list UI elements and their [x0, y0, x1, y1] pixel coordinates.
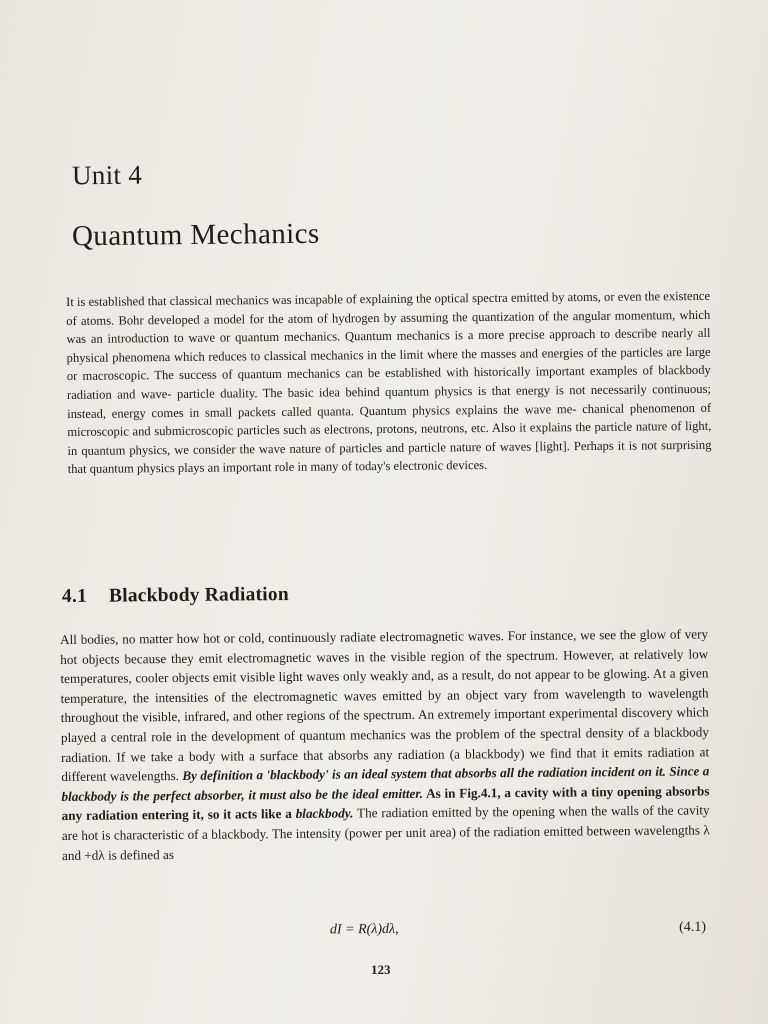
page-number: 123 [371, 962, 391, 977]
paragraph-definition-italic: By definition a 'blackbody' is an ideal system that absorbs all the radiation incident on it. Since a blackbody is the perfect absorber, it must also be the ideal emitter. [61, 763, 710, 804]
section-paragraph [60, 624, 710, 865]
intro-paragraph: It is established that classical mechanics was incapable of explaining the optical spectra emitted by atoms, or even the existence of atoms. Bohr developed a model for the atom of hydrogen by assuming the quantization of the angular momentum, which was an introduction to wave or quantum mechanics. Quantum mechanics is a more precise approach to describe nearly all physical phenomena which reduces to classical mechanics in the limit where the masses and energies of the particles are large or macroscopic. The success of quantum mechanics can be established with historically important examples of blackbody radiation and wave- particle duality. The basic idea behind quantum physics is that energy is not necessarily continuous; instead, energy comes in small packets called quanta. Quantum physics explains the wave me- chanical phenomenon of microscopic and submicroscopic particles such as electrons, protons, neutrons, etc. Also it explains the particle nature of light, in quantum physics, we consider the wave nature of particles and particle nature of waves [light]. Perhaps it is not surprising that quantum physics plays an important role in many of today's electronic devices. [66, 288, 712, 477]
chapter-title: Quantum Mechanics [71, 217, 320, 253]
paragraph-blackbody-italic: blackbody. [295, 805, 354, 822]
section-heading [62, 584, 289, 608]
unit-heading: Unit 4 [71, 159, 143, 191]
paragraph-text-part2: As in Fig.4.1, a cavity with a tiny opening absorbs any radiation entering it, so it acts like a [61, 783, 710, 824]
section-title: Blackbody Radiation [108, 584, 289, 607]
paragraph-text-part1: All bodies, no matter how hot or cold, continuously radiate electromagnetic waves. For instance, we see the glow of very hot objects because they emit electromagnetic waves in the visible region of the spectrum. However, at relatively low temperatures, cooler objects emit visible light waves only weakly and, as a result, do not appear to be glowing. At a given temperature, the intensities of the electromagnetic waves emitted by an object vary from wavelength to wavelength throughout the visible, infrared, and other regions of the spectrum. An extremely important experimental discovery which played a central role in the development of quantum mechanics was the problem of the spectral density of a blackbody radiation. If we take a body with a surface that absorbs any radiation (a blackbody) we find that it emits radiation at different wavelengths. [60, 626, 710, 785]
equation-4-1 [60, 920, 708, 947]
equation-body: dI = R(λ)dλ, [329, 921, 399, 938]
section-number: 4.1 [61, 585, 88, 607]
equation-number: (4.1) [679, 919, 707, 935]
paragraph-text-part3: The radiation emitted by the opening when the walls of the cavity are hot is characteristic of a blackbody. The intensity (power per unit area) of the radiation emitted between wavelengths λ and +dλ is defined as [61, 802, 710, 863]
